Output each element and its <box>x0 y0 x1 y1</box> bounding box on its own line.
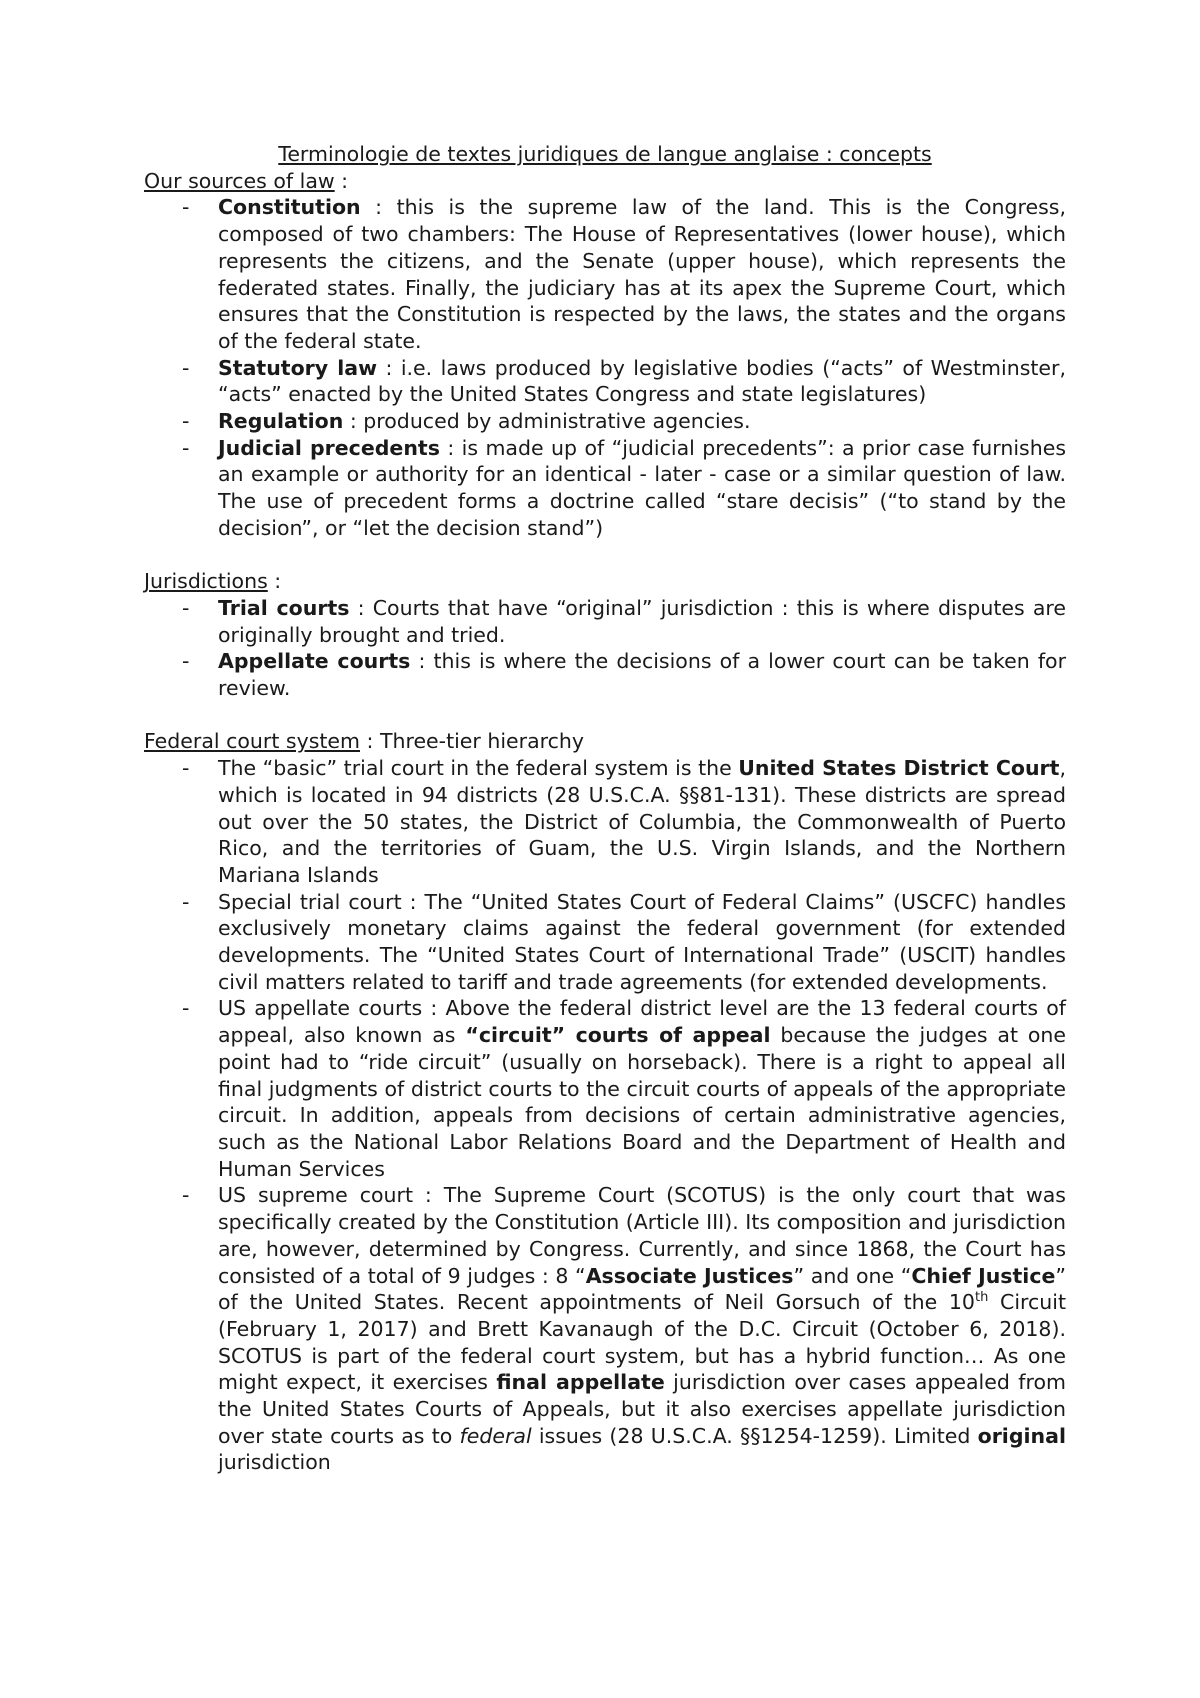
list-item-trial-courts <box>144 595 1066 648</box>
sources-list <box>144 194 1066 541</box>
term-regulation: Regulation <box>218 409 344 434</box>
supreme-text-2: ” and one “ <box>793 1263 912 1288</box>
definition-trial-courts: : Courts that have “original” jurisdiction : this is where disputes are originally brought and tried. <box>218 595 1066 647</box>
definition-constitution: : this is the supreme law of the land. This is the Congress, composed of two chambers: The House of Representatives (lower house), which represents the citizens, and the Senate (upper house), which represents the federated states. Finally, the judiciary has at its apex the Supreme Court, which ensures that the Constitution is respected by the laws, the states and the organs of the federal state. <box>218 195 1066 353</box>
section-heading-sources <box>144 168 1066 195</box>
list-dash: - <box>182 756 190 781</box>
definition-regulation: : produced by administrative agencies. <box>343 409 751 434</box>
list-item-constitution <box>144 194 1066 354</box>
supreme-text-6: issues (28 U.S.C.A. §§1254-1259). Limited <box>531 1423 978 1448</box>
definition-appellate-courts: : this is where the decisions of a lower court can be taken for review. <box>218 649 1067 701</box>
list-dash: - <box>182 595 190 620</box>
term-trial-courts: Trial courts <box>218 595 350 620</box>
appellate-text-2: because the judges at one point had to “ride circuit” (usually on horseback). There is a right to appeal all final judgments of district courts to the circuit courts of appeals of the appropriate circuit. In addition, appeals from decisions of certain administrative agencies, such as the National Labor Relations Board and the Department of Health and Human Services <box>218 1023 1066 1181</box>
document-body <box>144 141 1066 1476</box>
list-item-appellate-courts-us <box>144 995 1066 1182</box>
section-heading-sources-label: Our sources of law <box>144 168 335 193</box>
definition-judicial-precedents: : is made up of “judicial precedents”: a prior case furnishes an example or authority for an identical - later - case or a similar question of law. The use of precedent forms a doctrine called “stare decisis” (“to stand by the decision”, or “let the decision stand”) <box>218 435 1067 540</box>
list-dash: - <box>182 649 190 674</box>
term-chief-justice: Chief Justice <box>911 1263 1056 1288</box>
list-item-appellate-courts <box>144 648 1066 701</box>
appellate-text-1: US appellate courts : Above the federal district level are the 13 federal courts of appeal, also known as <box>218 996 1066 1048</box>
list-item-judicial-precedents <box>144 435 1066 542</box>
list-item-statutory-law <box>144 355 1066 408</box>
section-heading-jurisdictions-label: Jurisdictions <box>144 569 268 594</box>
list-dash: - <box>182 889 190 914</box>
federal-list <box>144 755 1066 1476</box>
list-item-regulation <box>144 408 1066 435</box>
list-item-supreme-court <box>144 1182 1066 1476</box>
special-trial-court-text: Special trial court : The “United States Court of Federal Claims” (USCFC) handles exclusively monetary claims against the federal government (for extended developments. The “United States Court of International Trade” (USCIT) handles civil matters related to tariff and trade agreements (for extended developments. <box>218 889 1066 994</box>
list-dash: - <box>182 409 190 434</box>
section-heading-federal-suffix: : Three-tier hierarchy <box>360 729 585 754</box>
list-dash: - <box>182 435 190 460</box>
supreme-text-7: jurisdiction <box>218 1450 331 1475</box>
list-item-district-court <box>144 755 1066 889</box>
paragraph-gap <box>144 702 1066 729</box>
document-title: Terminologie de textes juridiques de langue anglaise : concepts <box>278 142 932 166</box>
section-heading-federal <box>144 728 1066 755</box>
term-constitution: Constitution <box>218 195 361 220</box>
term-circuit-courts: “circuit” courts of appeal <box>465 1023 771 1048</box>
paragraph-gap <box>144 542 1066 569</box>
term-federal-italic: federal <box>459 1423 532 1448</box>
supreme-text-5: jurisdiction over cases appealed from the United States Courts of Appeals, but it also exercises appellate jurisdiction over state courts as to <box>218 1370 1066 1448</box>
jurisdictions-list <box>144 595 1066 702</box>
list-dash: - <box>182 996 190 1021</box>
ordinal-suffix: th <box>974 1290 989 1306</box>
term-final-appellate: final appellate <box>496 1370 665 1395</box>
district-court-text-1: The “basic” trial court in the federal system is the <box>218 756 739 781</box>
section-heading-sources-suffix: : <box>334 168 349 193</box>
section-heading-jurisdictions-suffix: : <box>267 569 282 594</box>
term-original: original <box>977 1423 1066 1448</box>
list-dash: - <box>182 355 190 380</box>
term-associate-justices: Associate Justices <box>585 1263 794 1288</box>
term-statutory-law: Statutory law <box>218 355 378 380</box>
section-heading-jurisdictions <box>144 568 1066 595</box>
definition-statutory-law: : i.e. laws produced by legislative bodies (“acts” of Westminster, “acts” enacted by the United States Congress and state legislatures) <box>218 355 1066 407</box>
supreme-text-4: Circuit (February 1, 2017) and Brett Kavanaugh of the D.C. Circuit (October 6, 2018). SCOTUS is part of the federal court system, but has a hybrid function… As one might expect, it exercises <box>218 1290 1066 1395</box>
supreme-text-3: ” of the United States. Recent appointments of Neil Gorsuch of the 10 <box>218 1263 1067 1315</box>
section-heading-federal-label: Federal court system <box>144 729 361 754</box>
term-judicial-precedents: Judicial precedents <box>218 435 440 460</box>
supreme-text-1: US supreme court : The Supreme Court (SCOTUS) is the only court that was specifically created by the Constitution (Article III). Its composition and jurisdiction are, however, determined by Congress. Currently, and since 1868, the Court has consisted of a total of 9 judges : 8 “ <box>218 1183 1066 1288</box>
district-court-text-2: , which is located in 94 districts (28 U.S.C.A. §§81-131). These districts are spread out over the 50 states, the District of Columbia, the Commonwealth of Puerto Rico, and the territories of Guam, the U.S. Virgin Islands, and the Northern Mariana Islands <box>218 756 1066 887</box>
list-item-special-trial-court <box>144 889 1066 996</box>
list-dash: - <box>182 195 190 220</box>
list-dash: - <box>182 1183 190 1208</box>
term-district-court: United States District Court <box>738 756 1060 781</box>
term-appellate-courts: Appellate courts <box>218 649 411 674</box>
